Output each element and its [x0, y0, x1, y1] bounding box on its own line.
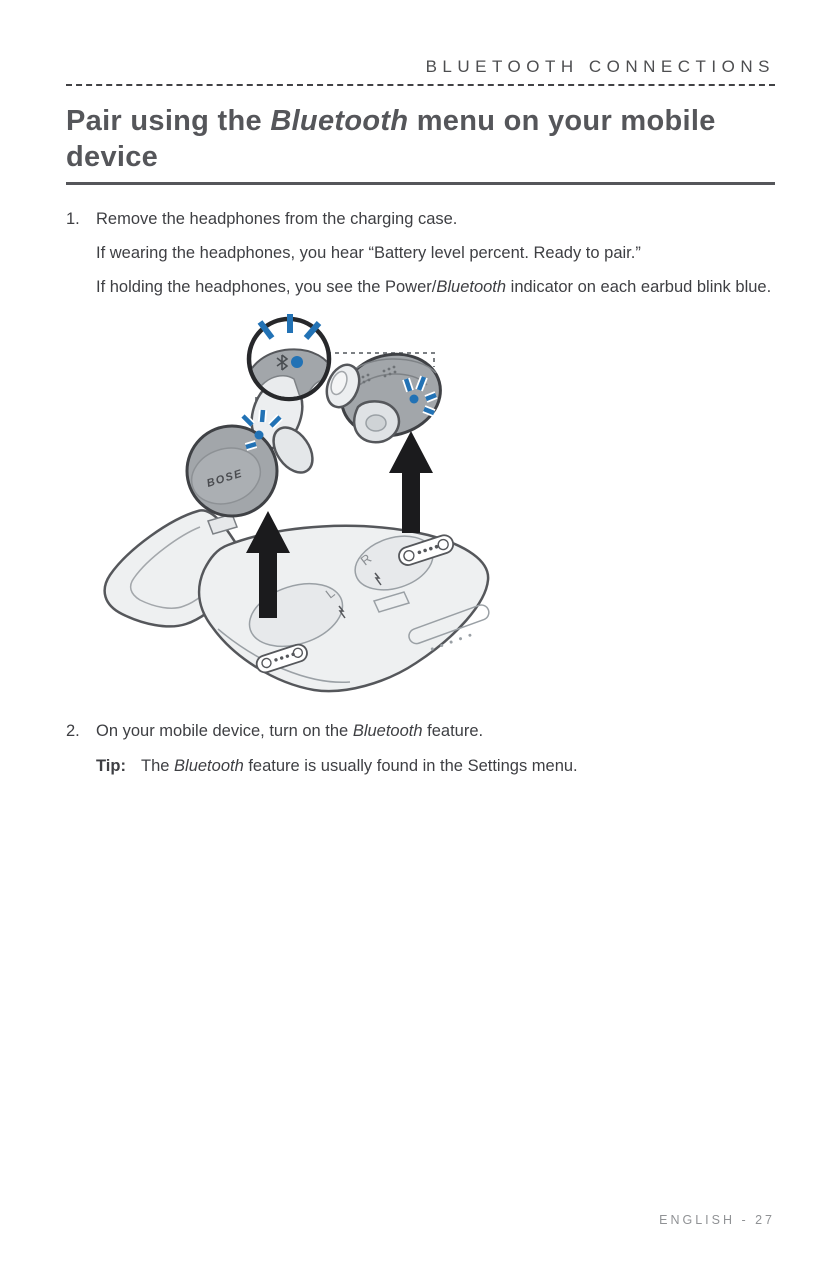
step-2-italic: Bluetooth	[352, 722, 423, 740]
charging-case	[105, 510, 495, 691]
holding-italic: Bluetooth	[436, 278, 507, 296]
section-header: BLUETOOTH CONNECTIONS	[425, 57, 775, 76]
tip-note	[66, 755, 775, 777]
title-post: menu on your mobile device	[66, 105, 716, 173]
page-footer: ENGLISH - 27	[659, 1213, 775, 1227]
step-2-text	[96, 722, 483, 740]
callout-magnifier	[246, 314, 338, 403]
removal-illustration	[96, 313, 496, 698]
holding-post: indicator on each earbud blink blue.	[506, 278, 772, 296]
callout-indicator-led	[291, 356, 303, 368]
right-earbud-wing-hole	[366, 415, 386, 431]
tip-text	[141, 757, 578, 775]
right-up-arrow-icon	[389, 431, 433, 533]
step-1-text: Remove the headphones from the charging case.	[96, 210, 458, 228]
tip-post: feature is usually found in the Settings menu.	[243, 757, 578, 775]
dashed-divider	[66, 84, 775, 86]
step-1	[66, 208, 775, 230]
right-earbud	[321, 343, 450, 446]
right-indicator-led	[410, 395, 419, 404]
step-2	[66, 720, 775, 742]
tip-label: Tip:	[96, 757, 126, 775]
earbuds-case-figure	[96, 313, 496, 698]
left-indicator-led	[255, 431, 264, 440]
tip-italic: Bluetooth	[174, 757, 244, 775]
step-2-number: 2.	[66, 722, 80, 740]
step-2-post: feature.	[422, 722, 484, 740]
holding-pre: If holding the headphones, you see the Power/	[96, 278, 437, 296]
bose-logo: BOSE	[205, 467, 245, 490]
title-italic: Bluetooth	[270, 105, 409, 137]
tip-pre: The	[141, 757, 175, 775]
case-right-label: R	[357, 550, 375, 569]
step-1-number: 1.	[66, 210, 80, 228]
step-1-holding-note	[66, 276, 775, 298]
step-2-pre: On your mobile device, turn on the	[96, 722, 353, 740]
title-pre: Pair using the	[66, 105, 271, 137]
case-left-label: L	[322, 585, 338, 602]
step-1-wearing-note: If wearing the headphones, you hear “Battery level percent. Ready to pair.”	[96, 244, 641, 262]
page-title	[66, 103, 775, 185]
